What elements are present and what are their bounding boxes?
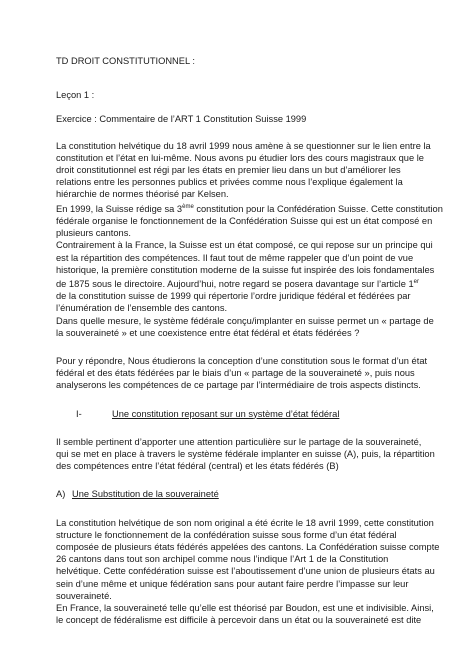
text-line: l’énumération de l’ensemble des cantons. [56, 303, 228, 314]
lecon-heading: Leçon 1 : [56, 90, 95, 101]
paragraph-france [56, 239, 435, 339]
text-line [56, 276, 430, 290]
text-line: composée de plusieurs états fédérés appelées des cantons. La Confédération suisse compte [56, 542, 440, 553]
text-line: structure le fonctionnement de la confédération suisse sous forme d’un état fédéral [56, 529, 397, 540]
text-line: Dans quelle mesure, le système fédérale conçu/implanter en suisse permet un « partage de [56, 315, 434, 326]
text-line: helvétique. Cette confédération suisse est l’aboutissement d’une union de plusieurs états au [56, 566, 435, 577]
text-line: sein d’une même et unique fédération sans pour autant faire perdre l’impasse sur leur [56, 578, 409, 589]
text-line: la souveraineté » et une coexistence entre état fédéral et états fédérées ? [56, 327, 360, 338]
text-line: La constitution helvétique de son nom original a été écrite le 18 avril 1999, cette constitution [56, 517, 434, 528]
text-fragment: de 1875 sous le directoire. Aujourd’hui, notre regard se posera davantage sur l’article 1 [56, 279, 414, 290]
exercice-heading: Exercice : Commentaire de l’ART 1 Constitution Suisse 1999 [56, 114, 307, 125]
section-number: I- [76, 408, 82, 419]
superscript: ème [182, 203, 194, 210]
paragraph-chapeau [56, 436, 435, 473]
paragraph-1999 [56, 201, 443, 240]
text-line: relations entre les personnes publics et privées comme nous l’explique également la [56, 177, 403, 188]
subsection-title: Une Substitution de la souveraineté [72, 489, 219, 500]
section-title: Une constitution reposant sur un système d’état fédéral [112, 408, 340, 419]
text-line: 26 cantons dans tout son archipel comme nous l’indique l’Art 1 de la Constitution [56, 554, 389, 565]
subsection-number: A) [56, 489, 66, 500]
text-line: plusieurs cantons. [56, 228, 131, 239]
text-line: qui se met en place à travers le système fédérale implanter en suisse (A), puis, la répartition [56, 449, 435, 460]
paragraph-annonce [56, 355, 430, 392]
section-heading-1 [76, 408, 430, 420]
text-line: fédérale organise le fonctionnement de la Confédération Suisse qui est un état composé en [56, 215, 433, 226]
subsection-heading-a [56, 488, 430, 500]
text-line: Il semble pertinent d’apporter une attention particulière sur le partage de la souveraineté, [56, 436, 422, 447]
text-fragment: constitution pour la Confédération Suisse. Cette constitution [193, 203, 443, 214]
text-line: souveraineté. [56, 590, 112, 601]
text-line: historique, la première constitution moderne de la suisse fut inspirée des lois fondamentales [56, 264, 435, 275]
text-line: de la constitution suisse de 1999 qui répertorie l’ordre juridique fédéral et fédérées par [56, 291, 411, 302]
text-line: En France, la souveraineté telle qu’elle est théorisé par Boudon, est une et indivisible. Ainsi, [56, 603, 434, 614]
document-title: TD DROIT CONSTITUTIONNEL : [56, 56, 195, 66]
text-line: analyserons les compétences de ce partage par l’intermédiaire de trois aspects distincts. [56, 380, 421, 391]
paragraph-substitution [56, 517, 440, 627]
text-line: le concept de fédéralisme est difficile à percevoir dans un état ou la souveraineté est dite [56, 615, 422, 626]
text-line: des compétences entre l’état fédéral (central) et les états fédérés (B) [56, 461, 339, 472]
text-line: Contrairement à la France, la Suisse est un état composé, ce qui repose sur un principe qui [56, 240, 433, 251]
text-line: Pour y répondre, Nous étudierons la conception d’une constitution sous le format d’un état [56, 356, 428, 367]
text-line: droit constitutionnel est régi par les états en premier lieu dans un but d’améliorer les [56, 165, 401, 176]
superscript: er [413, 278, 419, 285]
text-line: constitution et l’état en lui-même. Nous avons pu étudier lors des cours magistraux que le [56, 152, 424, 163]
text-line [56, 201, 443, 215]
text-line: La constitution helvétique du 18 avril 1999 nous amène à se questionner sur le lien entre la [56, 140, 431, 151]
text-line: fédéral et des états fédérées par le biais d’un « partage de la souveraineté », puis nous [56, 368, 415, 379]
text-line: est la répartition des compétences. Il faut tout de même rappeler que d’un point de vue [56, 252, 414, 263]
paragraph-intro [56, 140, 430, 201]
text-fragment: En 1999, la Suisse rédige sa 3 [56, 203, 183, 214]
text-line: hiérarchie de normes théorisé par Kelsen. [56, 189, 229, 200]
